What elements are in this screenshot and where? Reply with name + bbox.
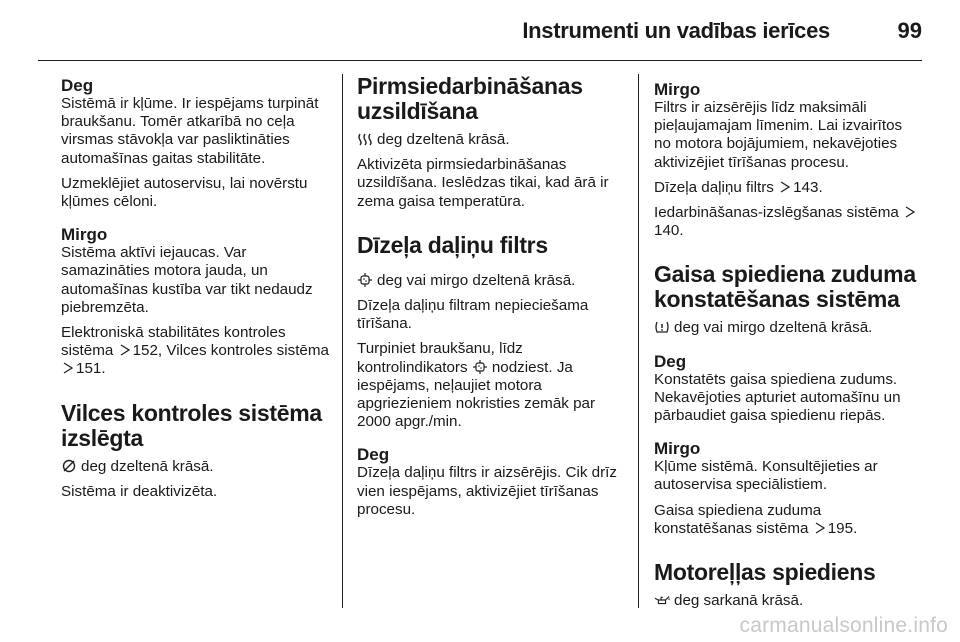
page-reference-arrow-icon [63,362,73,374]
dpf-reference [654,179,922,197]
page-reference-arrow-icon [120,344,130,356]
tpms-heading: Gaisa spiediena zuduma konstatēšanas sistēma [654,261,916,313]
traction-control-lamp-text: deg dzeltenā krāsā. [81,457,214,475]
traction-control-heading: Vilces kontroles sistēma izslēgta [61,399,322,451]
glow-plug-icon [357,132,373,146]
page-reference-arrow-icon [815,522,825,534]
traction-control-paragraph: Sistēma ir deaktivizēta. [61,482,218,500]
dpf-lamp-text: deg vai mirgo dzeltenā krāsā. [377,271,576,289]
tpms-mirgo-paragraph: Kļūme sistēmā. Konsultējieties ar autoservisa speciālistiem. [654,458,878,494]
tpms-reference-text: Gaisa spiediena zuduma konstatēšanas sistēma [654,501,822,537]
tpms-deg-heading: Deg [654,351,687,371]
section-title: Instrumenti un vadības ierīces [522,18,830,43]
preheat-paragraph: Aktivizēta pirmsiedarbināšanas uzsildīšana. Ieslēdzas tikai, kad ārā ir zema gaisa temperatūra. [357,156,609,210]
oil-can-icon [654,593,670,607]
tpms-lamp [654,319,922,337]
oil-pressure-lamp-text: deg sarkanā krāsā. [674,592,804,610]
preheat-lamp-text: deg dzeltenā krāsā. [377,131,510,148]
stop-start-reference-text: Iedarbināšanas-izslēgšanas sistēma [654,204,899,222]
diesel-filter-icon [472,360,488,374]
page-header [0,0,960,62]
page-reference-arrow-icon [905,206,915,218]
deg-heading: Deg [61,76,94,95]
tpms-lamp-text: deg vai mirgo dzeltenā krāsā. [674,319,873,337]
tpms-reference-page: 195. [827,519,858,537]
esc-reference-text: Elektroniskā stabilitātes kontroles sistēma [61,324,286,360]
oil-pressure-heading: Motoreļļas spiediens [654,559,876,586]
dpf-paragraph-2a: Turpiniet braukšanu, līdz kontrolindikators [357,340,523,376]
oil-pressure-lamp [654,592,922,610]
mirgo-heading: Mirgo [61,225,108,245]
watermark: carmanualsonline.info [739,614,948,637]
tire-pressure-icon [654,320,670,334]
dpf-reference-page: 143. [793,178,823,196]
dpf-paragraph-2b: nodziest. Ja iespējams, neļaujiet motora apgriezieniem nokristies zemāk par 2000 apgr./min. [357,358,596,431]
deg-paragraph-2: Uzmeklējiet autoservisu, lai novērstu kļūmes cēloni. [61,174,308,211]
mirgo-paragraph: Sistēma aktīvi iejaucas. Var samazināties motora jauda, un automašīnas kustība var tikt nedaudz piebremzēta. [61,244,313,316]
mirgo-paragraph: Filtrs ir aizsērējis līdz maksimāli pieļaujamajam līmenim. Lai izvairītos no motora bojājumiem, nekavējoties aktivizējiet tīrīšanas procesu. [654,99,903,171]
tpms-deg-paragraph: Konstatēts gaisa spiediena zudums. Nekavējoties apturiet automašīnu un pārbaudiet gaisa spiedienu riepās. [654,370,901,425]
page-reference-arrow-icon [780,181,790,193]
tpms-mirgo-heading: Mirgo [654,439,701,459]
column-1 [61,76,331,501]
tc-reference-page: 151. [76,360,106,378]
column-2 [357,74,627,519]
traction-off-icon [61,459,77,473]
stop-start-reference [654,204,922,240]
preheat-lamp [357,131,627,149]
dpf-paragraph-2 [357,340,627,431]
stop-start-reference-page: 140. [654,222,684,240]
esc-reference [61,324,331,379]
column-divider-2 [638,74,639,608]
dpf-heading: Dīzeļa daļiņu filtrs [357,231,548,258]
page-number: 99 [897,18,922,43]
dpf-deg-heading: Deg [357,445,390,465]
column-3 [654,80,922,610]
esc-reference-page: 152, Vilces kontroles sistēma [132,342,329,360]
tpms-reference [654,502,922,538]
mirgo-heading: Mirgo [654,80,701,99]
header-divider [38,60,922,61]
column-divider-1 [342,74,343,608]
diesel-filter-icon [357,273,373,287]
deg-paragraph: Sistēmā ir kļūme. Ir iespējams turpināt braukšanu. Tomēr atkarībā no ceļa virsmas stāvokļa var pasliktināties automašīnas gaitas stabilitāte. [61,95,319,167]
traction-control-lamp [61,458,331,476]
dpf-deg-paragraph: Dīzeļa daļiņu filtrs ir aizsērējis. Cik drīz vien iespējams, aktivizējiet tīrīšanas procesu. [357,464,617,518]
dpf-reference-text: Dīzeļa daļiņu filtrs [654,178,774,196]
dpf-paragraph: Dīzeļa daļiņu filtram nepieciešama tīrīšana. [357,297,589,333]
preheat-heading: Pirmsiedarbināšanas uzsildīšana [357,73,583,124]
dpf-lamp [357,272,627,290]
